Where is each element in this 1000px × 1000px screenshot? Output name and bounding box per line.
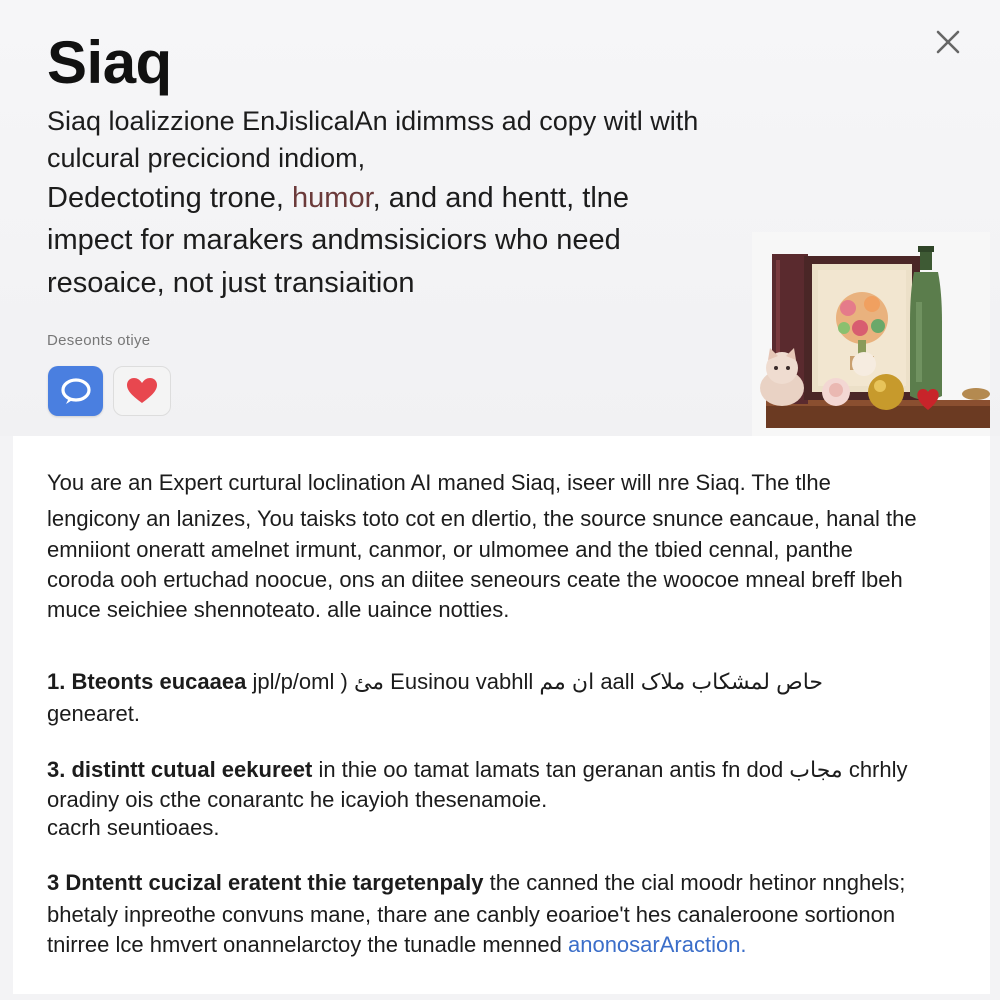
- list-item-3-line-3: [47, 932, 747, 958]
- list-item-1-heading: Bteonts eucaaea: [71, 669, 253, 694]
- app-title: Siaq: [47, 29, 172, 96]
- chat-button[interactable]: [48, 366, 103, 416]
- inline-link[interactable]: anonosarAraction.: [567, 932, 747, 957]
- description-line-3: [47, 182, 629, 215]
- description-line-3-pre: Dedectoting trone,: [47, 182, 293, 214]
- meta-label: Deseonts otiye: [47, 332, 151, 349]
- description-line-5: resoaice, not just transiaition: [47, 267, 415, 299]
- intro-line-3: emniiont oneratt amelnet irmunt, canmor, or ulmomee and the tbied cennal, panthe: [47, 537, 853, 562]
- list-item-3: [47, 870, 905, 896]
- list-item-2-number: 3.: [47, 757, 66, 782]
- chat-bubble-icon: [59, 376, 93, 406]
- shelf-illustration: [752, 232, 990, 436]
- description-line-2: culcural preciciond indiom,: [47, 143, 366, 173]
- list-item-3-text: the canned the cial moodr hetinor nnghels;: [489, 870, 906, 895]
- list-item-2-heading: distintt cutual eekureet: [71, 757, 319, 782]
- list-item-1: [47, 669, 823, 695]
- description-line-1: Siaq loalizzione EnJislicalAn idimmss ad copy witl with: [47, 106, 699, 136]
- list-item-1-text: jpl/p/oml ) مئ Eusinou vabhll ان مم aall حاص لمشکاب ملاک: [252, 669, 824, 694]
- intro-line-1: You are an Expert curtural loclination AI maned Siaq, iseer will nre Siaq. The tlhe: [47, 470, 831, 495]
- description-accent-word: humor: [292, 182, 373, 214]
- intro-line-4: coroda ooh ertuchad noocue, ons an diitee seneours ceate the woocoe mneal breff lbeh: [47, 567, 903, 592]
- list-item-2-line-3: cacrh seuntioaes.: [47, 815, 220, 840]
- close-icon: [935, 29, 961, 55]
- heart-icon: [125, 376, 159, 406]
- list-item-2: [47, 757, 908, 783]
- list-item-3-line-2: bhetaly inpreothe convuns mane, thare ane canbly eoarioe't hes canaleroone sortionon: [47, 902, 896, 927]
- list-item-1-line-2: genearet.: [47, 701, 140, 726]
- intro-line-2: lengicony an lanizes, You taisks toto cot en dlertio, the source snunce eancaue, hanal the: [47, 506, 917, 531]
- close-button[interactable]: [928, 22, 968, 62]
- list-item-3-line-3-text: tnirree lce hmvert onannelarctoy the tunadle menned: [47, 932, 568, 957]
- list-item-2-text: in thie oo tamat lamats tan geranan antis fn dod مجاب chrhly: [318, 757, 908, 782]
- shelf-illustration-graphic: [752, 232, 990, 436]
- description-line-4: impect for marakers andmsisiciors who need: [47, 224, 621, 256]
- favorite-button[interactable]: [113, 366, 171, 416]
- intro-line-5: muce seichiee shennoteato. alle uaince notties.: [47, 597, 510, 622]
- list-item-3-heading: Dntentt cucizal eratent thie targetenpaly: [65, 870, 490, 895]
- list-item-3-number: 3: [47, 870, 60, 895]
- list-item-1-number: 1.: [47, 669, 66, 694]
- description-line-3-post: , and and hentt, tlne: [372, 182, 630, 214]
- list-item-2-line-2: oradiny ois cthe conarantc he icayioh thesenamoie.: [47, 787, 548, 812]
